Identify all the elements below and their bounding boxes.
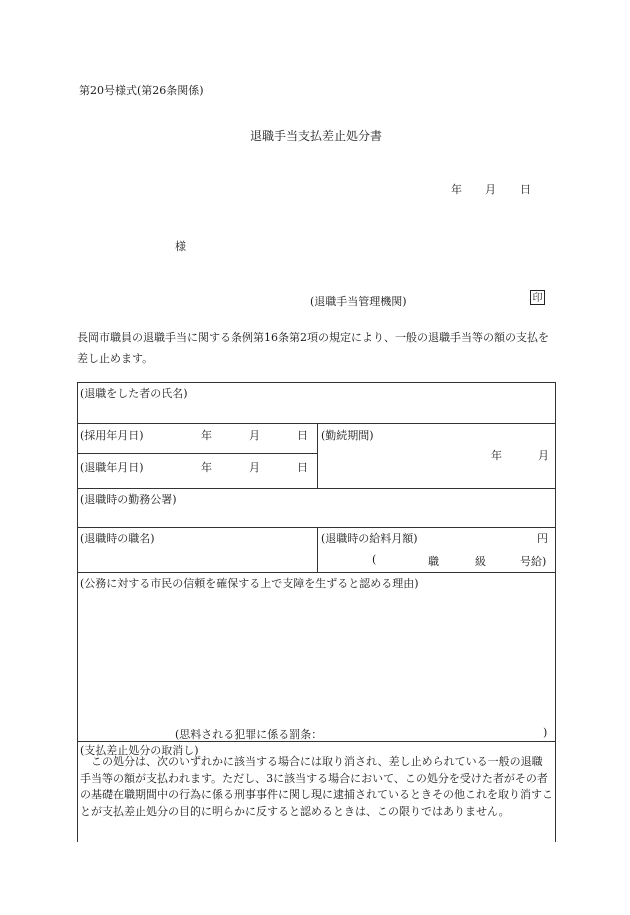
date-month: 月	[485, 183, 496, 196]
hire-month: 月	[249, 429, 260, 442]
form-number: 第20号様式(第26条関係)	[79, 84, 204, 97]
office-label: (退職時の勤務公署)	[80, 493, 177, 506]
grade-shoku: 職	[428, 555, 439, 568]
retire-day: 日	[297, 461, 308, 474]
rule-hire-bottom	[77, 453, 317, 454]
reason-label: (公務に対する市民の信頼を確保する上で支障を生ずると認める理由)	[80, 577, 419, 590]
document-title: 退職手当支払差止処分書	[250, 129, 383, 143]
addressee-suffix: 様	[175, 240, 186, 253]
hire-day: 日	[297, 429, 308, 442]
hire-date-label: (採用年月日)	[80, 429, 144, 442]
date-day: 日	[520, 183, 531, 196]
agency-label: (退職手当管理機関)	[310, 295, 407, 308]
preamble-text: 長岡市職員の退職手当に関する条例第16条第2項の規定により、一般の退職手当等の額の支払を差し止めます。	[77, 331, 549, 365]
retire-date-label: (退職年月日)	[80, 461, 144, 474]
divider-salary	[317, 527, 318, 572]
service-period-label: (勤続期間)	[321, 429, 374, 442]
rule-dates-bottom	[77, 488, 556, 489]
grade-open-paren: (	[372, 553, 377, 566]
salary-yen: 円	[537, 532, 548, 545]
table-border-top	[77, 382, 556, 383]
hire-year: 年	[201, 429, 212, 442]
rescind-body-text: この処分は、次のいずれかに該当する場合には取り消され、差し止められている一般の退職手当等の額が支払われます。ただし、3に該当する場合において、この処分を受けた者がその者の基礎在職期間中の行為に係る刑事事件に関し現に逮捕されているときその他これを取り消すことが支払差止処分の目的に明らかに反すると認めるときは、この限りではありません。	[80, 755, 553, 818]
table-border-left	[77, 382, 78, 842]
rule-position-bottom	[77, 572, 556, 573]
date-year: 年	[451, 183, 462, 196]
form-table	[77, 382, 556, 842]
service-years: 年	[491, 449, 502, 462]
crime-label: (思料される犯罪に係る罰条：	[175, 728, 323, 741]
service-months: 月	[538, 449, 549, 462]
grade-gokyu: 号給)	[520, 555, 547, 568]
table-border-right	[555, 382, 556, 842]
grade-kyu: 級	[475, 555, 486, 568]
retire-year: 年	[201, 461, 212, 474]
divider-service-period	[317, 423, 318, 488]
name-label: (退職をした者の氏名)	[80, 387, 188, 400]
salary-label: (退職時の給料月額)	[321, 532, 418, 545]
retire-month: 月	[249, 461, 260, 474]
crime-close-paren: )	[543, 726, 548, 739]
position-label: (退職時の職名)	[80, 532, 155, 545]
seal-mark: 印	[530, 290, 545, 305]
rescind-label: (支払差止処分の取消し)	[80, 744, 199, 757]
